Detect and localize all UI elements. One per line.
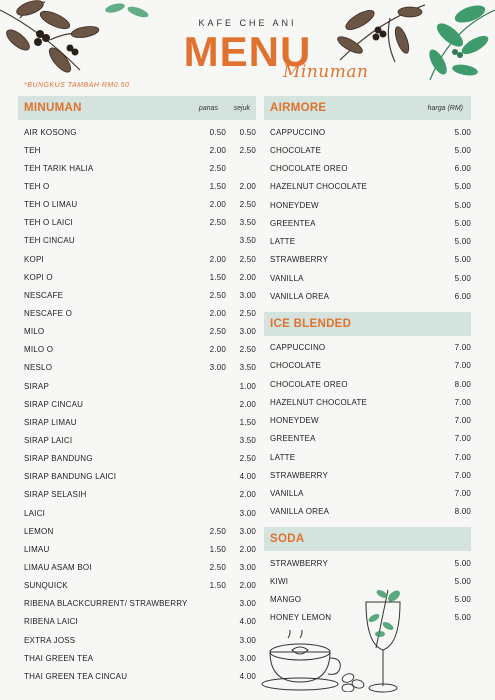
price-sejuk: 2.00: [239, 399, 256, 409]
item-price: 5.00: [454, 273, 471, 283]
menu-item-row: [18, 540, 256, 558]
column-header-panas: panas: [198, 104, 218, 112]
price-sejuk: 4.00: [239, 472, 256, 482]
menu-item-row: [18, 431, 256, 449]
item-price: 7.00: [454, 470, 471, 480]
item-name: VANILLA OREA: [270, 291, 330, 301]
item-name: STRAWBERRY: [270, 558, 329, 568]
menu-item-row: [18, 323, 256, 341]
item-name: SIRAP LAICI: [24, 435, 73, 445]
section-title: SODA: [270, 533, 305, 545]
menu-item-row: [264, 375, 471, 393]
item-name: SIRAP: [24, 381, 50, 391]
item-name: CHOCOLATE OREO: [270, 379, 348, 389]
item-name: SUNQUICK: [24, 581, 68, 591]
menu-item-row: [18, 377, 256, 395]
item-price: 8.00: [454, 379, 471, 389]
price-sejuk: 2.50: [239, 200, 256, 210]
menu-item-row: [264, 233, 471, 251]
price-panas: 1.50: [209, 272, 226, 282]
item-name: LEMON: [24, 526, 54, 536]
section-title: MINUMAN: [24, 102, 82, 114]
menu-item-row: [18, 341, 256, 359]
item-name: SIRAP LIMAU: [24, 417, 77, 427]
item-name: CAPPUCCINO: [270, 127, 326, 137]
item-name: HONEYDEW: [270, 200, 319, 210]
price-sejuk: 3.00: [239, 526, 256, 536]
item-name: TEH O LIMAU: [24, 200, 78, 210]
minuman-header: [18, 96, 256, 120]
item-name: THAI GREEN TEA: [24, 653, 94, 663]
item-price: 8.00: [454, 507, 471, 517]
item-name: CHOCOLATE: [270, 361, 321, 371]
item-name: VANILLA: [270, 273, 304, 283]
menu-item-row: [264, 393, 471, 411]
item-price: 7.00: [454, 416, 471, 426]
menu-item-row: [18, 196, 256, 214]
menu-item-row: [18, 558, 256, 576]
item-name: STRAWBERRY: [270, 255, 329, 265]
item-name: MANGO: [270, 595, 302, 605]
cocktail-glass-icon: [358, 588, 408, 696]
item-price: 5.00: [454, 145, 471, 155]
price-sejuk: 2.00: [239, 181, 256, 191]
item-price: 5.00: [454, 218, 471, 228]
price-panas: 1.50: [209, 581, 226, 591]
menu-item-row: [18, 577, 256, 595]
menu-item-row: [18, 359, 256, 377]
menu-item-row: [264, 214, 471, 232]
item-name: GREENTEA: [270, 218, 316, 228]
item-name: VANILLA OREA: [270, 507, 330, 517]
item-price: 5.00: [454, 558, 471, 568]
price-sejuk: 2.00: [239, 581, 256, 591]
item-name: SIRAP BANDUNG: [24, 454, 93, 464]
item-price: 5.00: [454, 200, 471, 210]
menu-item-row: [264, 251, 471, 269]
price-panas: 3.00: [209, 363, 226, 373]
menu-item-row: [18, 268, 256, 286]
item-name: EXTRA JOSS: [24, 635, 76, 645]
menu-item-row: [264, 178, 471, 196]
airmore-list: [264, 120, 471, 306]
item-name: LIMAU ASAM BOI: [24, 562, 92, 572]
price-sejuk: 1.50: [239, 417, 256, 427]
menu-item-row: [18, 631, 256, 649]
price-panas: 2.00: [209, 254, 226, 264]
price-sejuk: 3.00: [239, 635, 256, 645]
item-price: 5.00: [454, 576, 471, 586]
price-panas: 2.50: [209, 218, 226, 228]
price-sejuk: 4.00: [239, 617, 256, 627]
item-price: 7.00: [454, 434, 471, 444]
item-price: 5.00: [454, 182, 471, 192]
menu-item-row: [18, 504, 256, 522]
price-sejuk: 3.00: [239, 599, 256, 609]
price-sejuk: 4.00: [239, 671, 256, 681]
coffee-cup-icon: [258, 630, 368, 692]
item-name: MILO: [24, 327, 45, 337]
price-sejuk: 2.50: [239, 254, 256, 264]
price-sejuk: 2.50: [239, 454, 256, 464]
item-name: HONEY LEMON: [270, 613, 332, 623]
menu-item-row: [18, 250, 256, 268]
price-sejuk: 3.50: [239, 363, 256, 373]
menu-item-row: [264, 554, 471, 572]
price-panas: 2.50: [209, 163, 226, 173]
item-name: LAICI: [24, 508, 46, 518]
item-name: LATTE: [270, 452, 296, 462]
page-subtitle: Minuman: [283, 62, 369, 82]
price-panas: 2.00: [209, 345, 226, 355]
price-sejuk: 3.00: [239, 508, 256, 518]
item-price: 7.00: [454, 489, 471, 499]
menu-item-row: [264, 466, 471, 484]
menu-item-row: [264, 269, 471, 287]
menu-item-row: [18, 232, 256, 250]
column-header-sejuk: sejuk: [233, 104, 250, 112]
menu-item-row: [18, 468, 256, 486]
right-column: [264, 96, 471, 627]
item-name: CAPPUCCINO: [270, 343, 326, 353]
price-sejuk: 2.50: [239, 145, 256, 155]
item-name: KIWI: [270, 576, 289, 586]
menu-item-row: [18, 141, 256, 159]
item-price: 5.00: [454, 613, 471, 623]
menu-item-row: [18, 159, 256, 177]
item-name: TEH: [24, 145, 41, 155]
item-name: STRAWBERRY: [270, 470, 329, 480]
price-panas: 1.50: [209, 544, 226, 554]
item-price: 5.00: [454, 237, 471, 247]
item-price: 5.00: [454, 595, 471, 605]
menu-item-row: [18, 286, 256, 304]
item-name: LIMAU: [24, 544, 50, 554]
price-sejuk: 3.50: [239, 218, 256, 228]
menu-item-row: [264, 160, 471, 178]
price-sejuk: 0.50: [239, 127, 256, 137]
price-panas: 2.00: [209, 145, 226, 155]
price-panas: 1.50: [209, 181, 226, 191]
menu-item-row: [18, 177, 256, 195]
menu-item-row: [18, 667, 256, 685]
menu-item-row: [18, 649, 256, 667]
item-name: VANILLA: [270, 489, 304, 499]
item-name: RIBENA LAICI: [24, 617, 78, 627]
item-price: 5.00: [454, 127, 471, 137]
item-name: SIRAP BANDUNG LAICI: [24, 472, 117, 482]
price-sejuk: 3.00: [239, 653, 256, 663]
price-panas: 2.50: [209, 526, 226, 536]
menu-item-row: [264, 448, 471, 466]
item-name: TEH CINCAU: [24, 236, 75, 246]
price-panas: 2.00: [209, 200, 226, 210]
item-name: NESLO: [24, 363, 53, 373]
item-name: TEH O LAICI: [24, 218, 73, 228]
item-name: HAZELNUT CHOCOLATE: [270, 397, 368, 407]
menu-item-row: [18, 123, 256, 141]
price-panas: 2.50: [209, 290, 226, 300]
section-title: ICE BLENDED: [270, 317, 352, 330]
item-price: 6.00: [454, 291, 471, 301]
minuman-list: [18, 120, 256, 685]
ice-blended-header: [264, 312, 471, 336]
item-name: HONEYDEW: [270, 416, 319, 426]
menu-item-row: [264, 503, 471, 521]
item-price: 7.00: [454, 397, 471, 407]
price-panas: 2.50: [209, 327, 226, 337]
price-sejuk: 3.50: [239, 236, 256, 246]
price-panas: 2.00: [209, 308, 226, 318]
item-name: TEH TARIK HALIA: [24, 163, 94, 173]
menu-item-row: [264, 123, 471, 141]
brand-name: KAFE CHE ANI: [198, 18, 297, 28]
menu-item-row: [18, 214, 256, 232]
price-sejuk: 3.50: [239, 435, 256, 445]
item-price: 7.00: [454, 343, 471, 353]
price-sejuk: 1.00: [239, 381, 256, 391]
item-name: SIRAP SELASIH: [24, 490, 87, 500]
item-name: SIRAP CINCAU: [24, 399, 84, 409]
item-name: AIR KOSONG: [24, 127, 77, 137]
menu-item-row: [264, 485, 471, 503]
minuman-section: [18, 96, 256, 685]
menu-item-row: [264, 357, 471, 375]
column-header-price: harga (RM): [427, 104, 463, 112]
item-price: 7.00: [454, 361, 471, 371]
menu-item-row: [18, 522, 256, 540]
item-price: 5.00: [454, 255, 471, 265]
item-name: CHOCOLATE OREO: [270, 164, 348, 174]
soda-header: [264, 527, 471, 551]
menu-item-row: [18, 304, 256, 322]
menu-item-row: [264, 141, 471, 159]
item-name: LATTE: [270, 237, 296, 247]
price-sejuk: 3.00: [239, 562, 256, 572]
price-sejuk: 2.50: [239, 345, 256, 355]
item-name: NESCAFE: [24, 290, 64, 300]
menu-item-row: [18, 395, 256, 413]
item-price: 6.00: [454, 164, 471, 174]
menu-item-row: [264, 412, 471, 430]
ice-blended-list: [264, 336, 471, 522]
item-name: CHOCOLATE: [270, 145, 321, 155]
menu-item-row: [264, 287, 471, 305]
menu-item-row: [18, 613, 256, 631]
price-sejuk: 3.00: [239, 290, 256, 300]
menu-item-row: [18, 413, 256, 431]
item-price: 7.00: [454, 452, 471, 462]
price-panas: 2.50: [209, 562, 226, 572]
section-title: AIRMORE: [270, 102, 327, 114]
item-name: THAI GREEN TEA CINCAU: [24, 671, 128, 681]
page-title: MENU: [183, 28, 312, 75]
item-name: KOPI O: [24, 272, 53, 282]
menu-item-row: [264, 339, 471, 357]
item-name: TEH O: [24, 181, 50, 191]
price-sejuk: 2.00: [239, 490, 256, 500]
menu-item-row: [18, 595, 256, 613]
airmore-header: [264, 96, 471, 120]
item-name: RIBENA BLACKCURRENT/ STRAWBERRY: [24, 599, 188, 609]
item-name: GREENTEA: [270, 434, 316, 444]
menu-item-row: [18, 486, 256, 504]
item-name: NESCAFE O: [24, 308, 73, 318]
takeaway-note: *BUNGKUS TAMBAH RM0.50: [24, 82, 130, 89]
price-sejuk: 3.00: [239, 327, 256, 337]
price-sejuk: 2.50: [239, 308, 256, 318]
menu-item-row: [264, 430, 471, 448]
item-name: HAZELNUT CHOCOLATE: [270, 182, 368, 192]
item-name: KOPI: [24, 254, 44, 264]
item-name: MILO O: [24, 345, 54, 355]
menu-item-row: [264, 196, 471, 214]
price-sejuk: 2.00: [239, 272, 256, 282]
price-panas: 0.50: [209, 127, 226, 137]
price-sejuk: 2.00: [239, 544, 256, 554]
menu-item-row: [18, 450, 256, 468]
